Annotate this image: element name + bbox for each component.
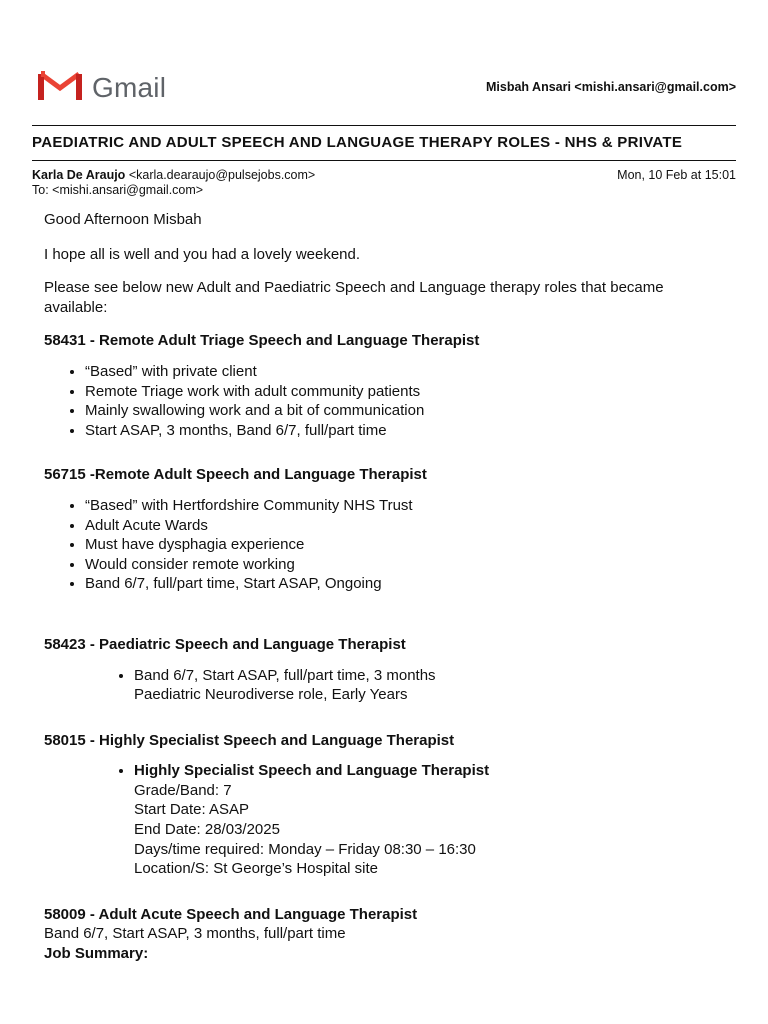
- sender-email[interactable]: <karla.dearaujo@pulsejobs.com>: [128, 168, 316, 182]
- list-item: • Must have dysphagia experience: [85, 535, 714, 555]
- detail-line: Start Date: ASAP: [134, 801, 250, 819]
- role-bullets: [44, 761, 714, 879]
- list-item: [134, 761, 714, 879]
- detail-line: Grade/Band: 7: [134, 781, 232, 799]
- account-label: Misbah Ansari <mishi.ansari@gmail.com>: [485, 80, 736, 94]
- list-item: • Adult Acute Wards: [85, 516, 714, 536]
- gmail-logo: [38, 69, 178, 105]
- sender-name: Karla De Araujo: [32, 168, 126, 182]
- recipient-line: To: <mishi.ansari@gmail.com>: [32, 183, 204, 197]
- message-date: Mon, 10 Feb at 15:01: [617, 168, 736, 182]
- role-bullets: [44, 496, 714, 594]
- list-item: • Remote Triage work with adult community patients: [85, 382, 714, 402]
- divider-subject: [32, 160, 736, 161]
- list-item: • Would consider remote working: [85, 555, 714, 575]
- list-item: • Mainly swallowing work and a bit of communication: [85, 401, 714, 421]
- role-bullets: [44, 362, 714, 440]
- intro-paragraph-2: Please see below new Adult and Paediatric Speech and Language therapy roles that became available:: [44, 279, 664, 316]
- role-title: 56715 -Remote Adult Speech and Language Therapist: [44, 466, 427, 484]
- bullet-line: Band 6/7, Start ASAP, full/part time, 3 months: [134, 666, 436, 684]
- message-meta: [32, 168, 736, 198]
- job-summary-label: Job Summary:: [44, 945, 149, 963]
- list-item: • “Based” with Hertfordshire Community NHS Trust: [85, 496, 714, 516]
- detail-line: Days/time required: Monday – Friday 08:30 – 16:30: [134, 840, 476, 858]
- role-detail: Band 6/7, Start ASAP, 3 months, full/part time: [44, 925, 346, 943]
- list-item: • Band 6/7, full/part time, Start ASAP, Ongoing: [85, 574, 714, 594]
- greeting: Good Afternoon Misbah: [44, 211, 202, 228]
- bullet-line: Paediatric Neurodiverse role, Early Years: [134, 686, 408, 704]
- email-header: [32, 64, 736, 114]
- list-item: • Start ASAP, 3 months, Band 6/7, full/part time: [85, 421, 714, 441]
- intro-paragraph: I hope all is well and you had a lovely weekend.: [44, 245, 361, 263]
- gmail-m-icon: [38, 70, 82, 102]
- detail-line: End Date: 28/03/2025: [134, 821, 280, 839]
- role-title: 58015 - Highly Specialist Speech and Language Therapist: [44, 731, 455, 749]
- list-item: • “Based” with private client: [85, 362, 714, 382]
- detail-line: Location/S: St George’s Hospital site: [134, 860, 379, 878]
- email-subject: PAEDIATRIC AND ADULT SPEECH AND LANGUAGE THERAPY ROLES - NHS & PRIVATE: [32, 134, 683, 151]
- gmail-wordmark: Gmail: [92, 72, 167, 103]
- email-body: [44, 210, 714, 964]
- bullet-title: Highly Specialist Speech and Language Therapist: [134, 762, 490, 780]
- list-item: [134, 666, 714, 705]
- role-title: 58009 - Adult Acute Speech and Language Therapist: [44, 905, 418, 923]
- divider-top: [32, 125, 736, 126]
- role-title: 58431 - Remote Adult Triage Speech and Language Therapist: [44, 332, 480, 350]
- role-bullets: [44, 666, 714, 705]
- role-title: 58423 - Paediatric Speech and Language Therapist: [44, 635, 406, 653]
